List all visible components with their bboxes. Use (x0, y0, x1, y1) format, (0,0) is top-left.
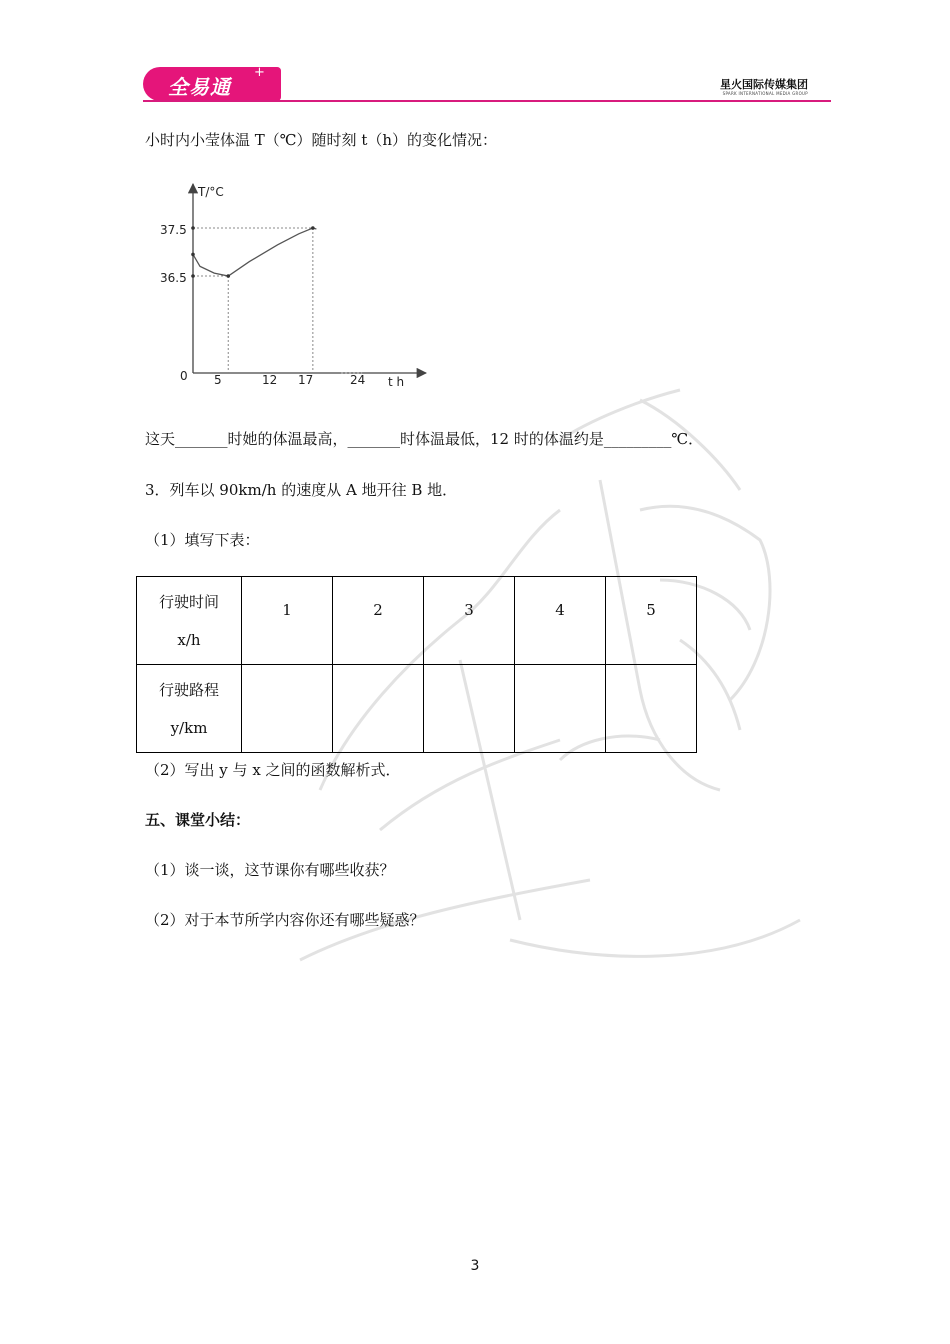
hour-cell-1: 1 (242, 577, 333, 665)
q3-line: 3．列车以 90km/h 的速度从 A 地开往 B 地． (145, 481, 458, 499)
hour-cell-3: 3 (424, 577, 515, 665)
hour-cell-4: 4 (515, 577, 606, 665)
point-start (191, 253, 195, 257)
chart-points (191, 226, 314, 278)
distance-answer-cell-2[interactable] (333, 665, 424, 753)
x-axis-label: t h (388, 375, 405, 389)
point-max (311, 226, 315, 230)
table-row-time (137, 577, 697, 665)
logo-star: + (254, 65, 265, 80)
distance-header-unit: y/km (170, 718, 208, 737)
y-tick-37-5: 37.5 (160, 223, 187, 237)
header-divider (143, 100, 831, 102)
page-number: 3 (470, 1258, 480, 1274)
y-tick-0: 0 (180, 369, 188, 383)
chart-guides (193, 228, 362, 373)
hour-cell-2: 2 (333, 577, 424, 665)
distance-header-label: 行驶路程 (158, 680, 219, 699)
section-title: 五、课堂小结： (145, 811, 251, 829)
temperature-curve (193, 228, 316, 276)
distance-answer-cell-1[interactable] (242, 665, 333, 753)
q3-part1: （1）填写下表： (145, 531, 260, 549)
distance-answer-cell-5[interactable] (606, 665, 697, 753)
publisher-name-en: SPARK INTERNATIONAL MEDIA GROUP (722, 91, 808, 96)
x-tick-17: 17 (298, 373, 314, 387)
time-header-label: 行驶时间 (158, 592, 219, 611)
logo-text: 全易通 (168, 75, 231, 99)
x-tick-24: 24 (350, 373, 366, 387)
distance-answer-cell-3[interactable] (424, 665, 515, 753)
distance-header-cell (137, 665, 242, 753)
question-line: 这天_______时她的体温最高，_______时体温最低，12 时的体温约是_________℃． (145, 430, 704, 448)
time-header-unit: x/h (177, 630, 201, 649)
q3-part2: （2）写出 y 与 x 之间的函数解析式． (145, 761, 401, 779)
point-y-37-5 (191, 226, 195, 230)
intro-line: 小时内小莹体温 T（℃）随时刻 t（h）的变化情况： (145, 131, 498, 149)
x-tick-12: 12 (262, 373, 278, 387)
x-tick-5: 5 (214, 373, 222, 387)
y-axis-label: T/°C (198, 185, 224, 199)
summary-question-1: （1）谈一谈，这节课你有哪些收获？ (145, 861, 395, 879)
publisher-name: 星火国际传媒集团 (720, 78, 808, 91)
distance-answer-cell-4[interactable] (515, 665, 606, 753)
table-row-distance (137, 665, 697, 753)
temperature-chart (150, 170, 450, 400)
y-tick-36-5: 36.5 (160, 271, 187, 285)
hour-cell-5: 5 (606, 577, 697, 665)
summary-question-2: （2）对于本节所学内容你还有哪些疑惑？ (145, 911, 425, 929)
time-header-cell (137, 577, 242, 665)
travel-table (136, 576, 697, 753)
point-min (226, 274, 230, 278)
point-y-36-5 (191, 274, 195, 278)
